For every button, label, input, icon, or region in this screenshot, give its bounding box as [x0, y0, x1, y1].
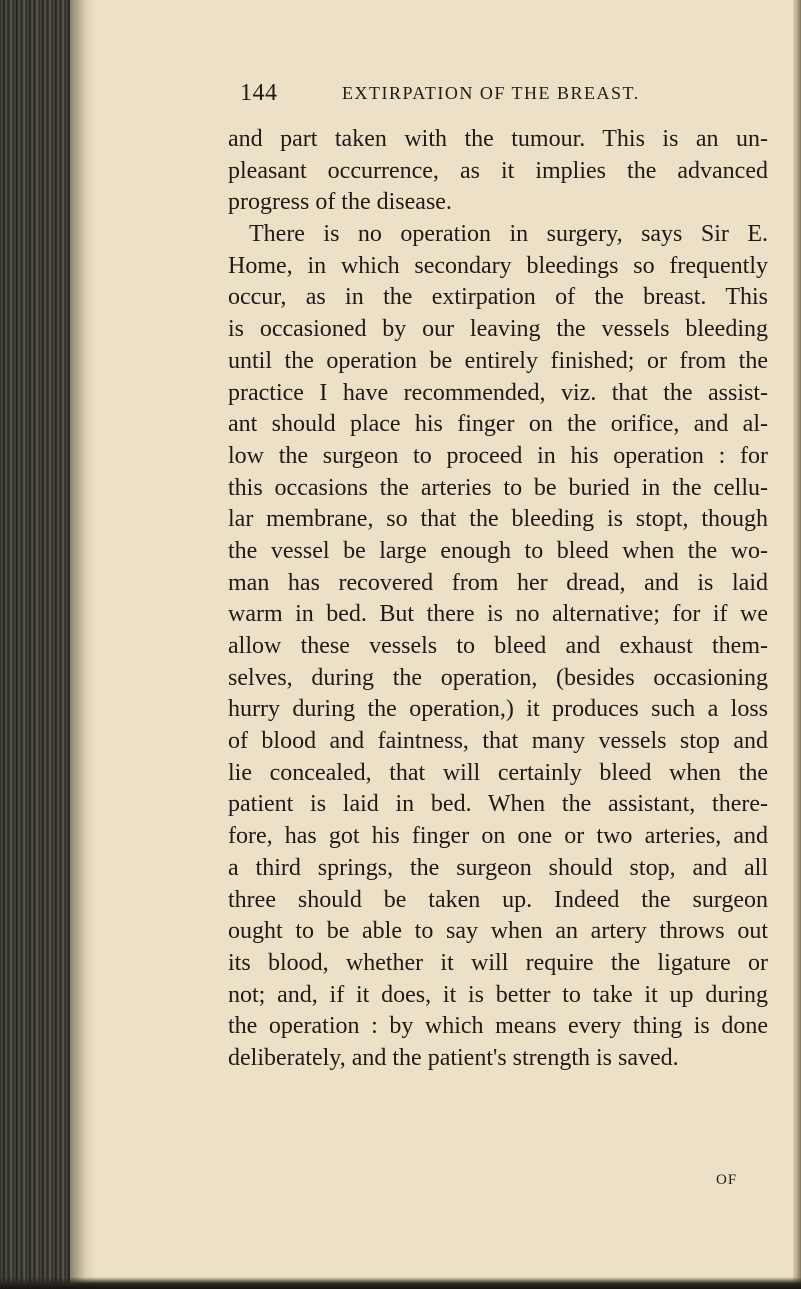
text-line: selves, during the operation, (besides occasioning [228, 664, 768, 691]
text-line: of blood and faintness, that many vessels stop and [228, 728, 768, 755]
text-line: and part taken with the tumour. This is an un- [228, 126, 768, 152]
text-line: hurry during the operation,) it produces such a loss [228, 696, 768, 723]
text-line: ought to be able to say when an artery throws out [228, 918, 768, 945]
text-line: fore, has got his finger on one or two arteries, and [228, 823, 768, 850]
text-line: lar membrane, so that the bleeding is stopt, though [228, 506, 768, 533]
text-line: pleasant occurrence, as it implies the advanced [228, 157, 768, 184]
text-line: patient is laid in bed. When the assistant, there- [228, 791, 768, 818]
running-title: EXTIRPATION OF THE BREAST. [342, 83, 640, 103]
text-line: occur, as in the extirpation of the breast. This [228, 284, 768, 311]
page-bottom-edge [0, 1277, 801, 1289]
text-line: deliberately, and the patient's strength is saved. [228, 1044, 679, 1071]
text-line: warm in bed. But there is no alternative; for if we [228, 601, 768, 628]
text-line: man has recovered from her dread, and is laid [228, 569, 768, 596]
text-line: until the operation be entirely finished; or from the [228, 347, 768, 374]
text-line: There is no operation in surgery, says Sir E. [249, 221, 768, 248]
catchword: OF [716, 1172, 738, 1188]
gutter-shadow [70, 0, 96, 1289]
text-line: the operation : by which means every thing is done [228, 1013, 768, 1040]
text-line: is occasioned by our leaving the vessels bleeding [228, 316, 768, 343]
page-header [240, 80, 700, 110]
text-line: three should be taken up. Indeed the surgeon [228, 886, 768, 913]
text-line: its blood, whether it will require the ligature or [228, 949, 768, 976]
text-line: Home, in which secondary bleedings so frequently [228, 252, 768, 279]
text-line: the vessel be large enough to bleed when the wo- [228, 537, 768, 564]
page-edge [793, 0, 801, 1289]
text-line: a third springs, the surgeon should stop, and all [228, 854, 768, 881]
text-line: ant should place his finger on the orifice, and al- [228, 411, 768, 438]
text-line: progress of the disease. [228, 189, 452, 216]
text-line: this occasions the arteries to be buried in the cellu- [228, 474, 768, 501]
text-line: allow these vessels to bleed and exhaust them- [228, 633, 768, 659]
text-line: practice I have recommended, viz. that the assist- [228, 379, 768, 406]
text-line: low the surgeon to proceed in his operation : for [228, 442, 768, 469]
text-line: lie concealed, that will certainly bleed when the [228, 759, 768, 786]
text-line: not; and, if it does, it is better to take it up during [228, 981, 768, 1008]
book-binding [0, 0, 70, 1289]
page-number: 144 [240, 80, 278, 106]
body-text [228, 124, 768, 1075]
